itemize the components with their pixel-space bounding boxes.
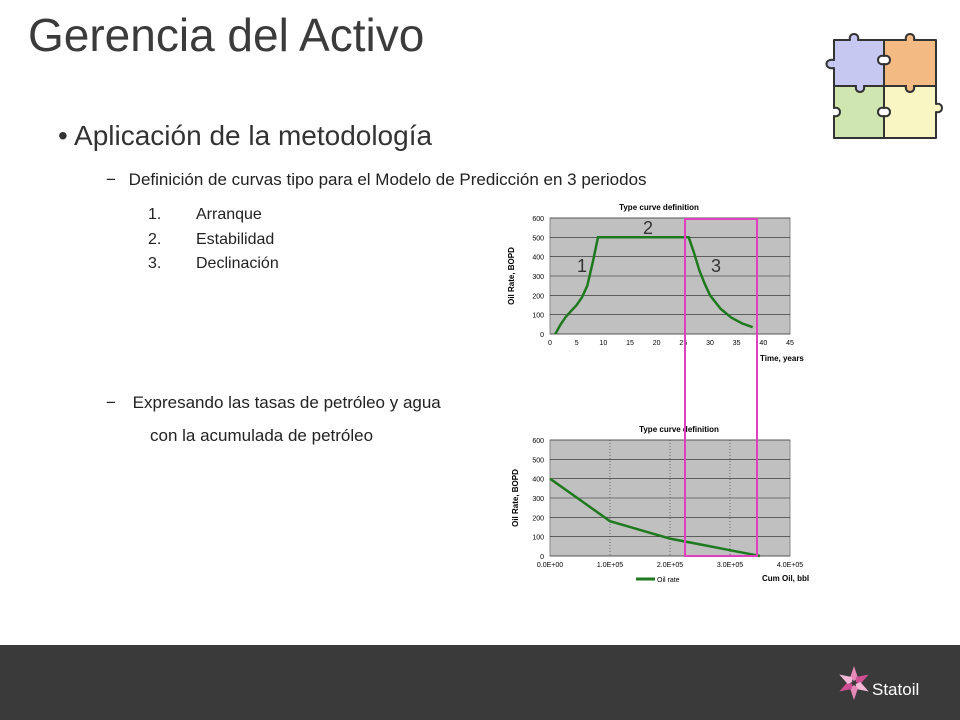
x-tick-label: 15 — [626, 340, 634, 347]
y-tick-label: 0 — [540, 332, 544, 339]
x-tick-label: 4.0E+05 — [776, 562, 804, 569]
x-axis-label: Cum Oil, bbl — [762, 574, 810, 583]
chart-title: Type curve definition — [619, 203, 699, 212]
list-label: Estabilidad — [196, 231, 275, 248]
y-tick-label: 200 — [532, 293, 544, 301]
sub-bullet-2-text: Expresando las tasas de petróleo y agua — [132, 393, 441, 412]
period-label-2: 2 — [642, 218, 654, 238]
sub-bullet-1 — [106, 170, 647, 190]
x-tick-label: 3.0E+05 — [716, 562, 744, 569]
x-tick-label: 10 — [599, 340, 608, 347]
statoil-logo-icon — [836, 662, 872, 704]
y-tick-label: 300 — [532, 496, 544, 503]
period-label-3: 3 — [710, 256, 722, 276]
sub-bullet-2 — [106, 393, 441, 413]
y-tick-label: 500 — [532, 235, 544, 243]
sub-bullet-2-continuation: con la acumulada de petróleo — [150, 426, 374, 445]
y-tick-label: 100 — [532, 312, 544, 320]
puzzle-piece-yellow — [884, 86, 942, 138]
statoil-logo-text: Statoil — [872, 680, 920, 699]
declination-highlight-box — [680, 214, 764, 560]
period-label-1: 1 — [576, 256, 588, 276]
x-tick-label: 1.0E+05 — [596, 562, 624, 569]
list-label: Arranque — [196, 206, 262, 223]
dash-icon: − — [106, 393, 116, 412]
y-tick-label: 400 — [532, 254, 544, 262]
list-number: 1. — [148, 206, 162, 223]
page-title: Gerencia del Activo — [28, 9, 425, 61]
list-item — [148, 231, 448, 253]
x-tick-label: 2.0E+05 — [656, 562, 684, 569]
puzzle-icon — [818, 12, 950, 147]
y-axis-label: Oil Rate, BOPD — [507, 247, 516, 305]
list-item — [148, 206, 448, 228]
y-tick-label: 200 — [532, 515, 544, 523]
y-tick-label: 0 — [540, 554, 544, 561]
x-tick-label: 25 — [679, 340, 688, 347]
x-tick-label: 5 — [574, 340, 579, 347]
x-tick-label: 35 — [732, 340, 741, 347]
main-bullet: • Aplicación de la metodología — [58, 120, 433, 151]
y-axis-label: Oil Rate, BOPD — [511, 469, 520, 527]
chart-title: Type curve definition — [639, 425, 719, 434]
list-item — [148, 255, 448, 277]
list-number: 3. — [148, 255, 162, 272]
x-tick-label: 20 — [652, 340, 661, 347]
sub-bullet-1-text: Definición de curvas tipo para el Modelo de Predicción en 3 periodos — [128, 170, 647, 189]
x-tick-label: 30 — [706, 340, 714, 347]
type-curve-chart-cum-oil — [500, 418, 830, 590]
list-label: Declinación — [196, 255, 279, 272]
puzzle-piece-blue — [827, 34, 885, 92]
y-tick-label: 100 — [532, 534, 544, 542]
x-tick-label: 0 — [548, 340, 552, 347]
legend-label: Oil rate — [657, 577, 680, 584]
x-tick-label: 0.0E+00 — [536, 562, 564, 569]
y-tick-label: 600 — [532, 438, 544, 445]
y-tick-label: 600 — [532, 216, 544, 223]
puzzle-piece-green — [834, 86, 884, 138]
type-curve-chart-time — [500, 196, 830, 366]
x-tick-label: 45 — [786, 340, 794, 347]
y-tick-label: 300 — [532, 274, 544, 281]
y-tick-label: 400 — [532, 476, 544, 484]
y-tick-label: 500 — [532, 457, 544, 465]
x-tick-label: 40 — [759, 340, 768, 347]
period-list — [148, 206, 448, 286]
puzzle-piece-orange — [884, 34, 936, 92]
footer-bar — [0, 645, 960, 720]
x-axis-label: Time, years — [760, 354, 804, 363]
dash-icon: − — [106, 170, 116, 189]
list-number: 2. — [148, 231, 162, 248]
